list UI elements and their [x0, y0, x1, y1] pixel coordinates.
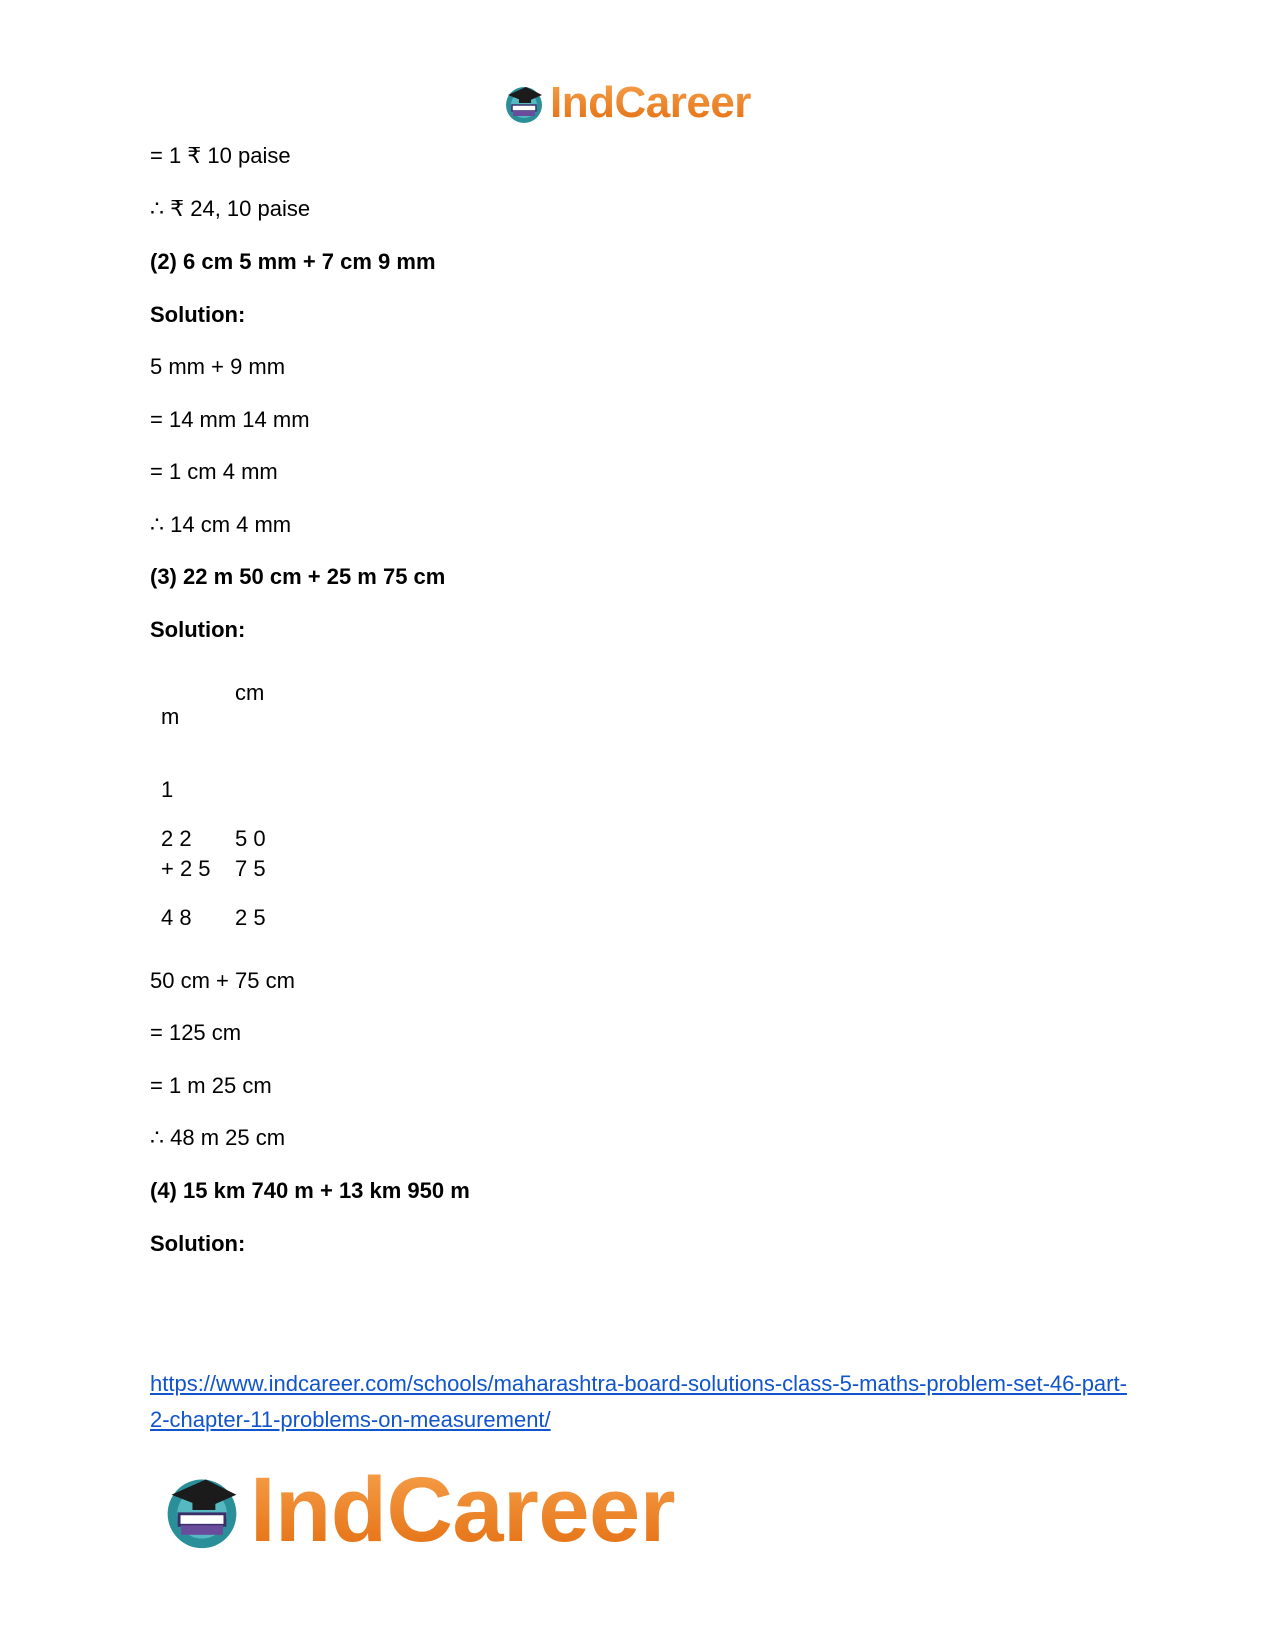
- text-line: 50 cm + 75 cm: [150, 968, 295, 993]
- text-line: = 1 m 25 cm: [150, 1073, 272, 1098]
- addend1-m: 2 2: [161, 826, 192, 851]
- header-logo: [502, 80, 751, 126]
- text-line: 5 mm + 9 mm: [150, 354, 286, 379]
- sum-m: 4 8: [161, 905, 192, 930]
- header-brand-text: IndCareer: [550, 78, 751, 127]
- text-line: = 14 mm 14 mm: [150, 407, 310, 432]
- text-line: ∴ ₹ 24, 10 paise: [150, 196, 311, 221]
- text-line: ∴ 14 cm 4 mm: [150, 512, 292, 537]
- footer-logo: [160, 1459, 675, 1561]
- question-heading: (3) 22 m 50 cm + 25 m 75 cm: [150, 564, 446, 589]
- question-heading: (2) 6 cm 5 mm + 7 cm 9 mm: [150, 249, 436, 274]
- text-line: ∴ 48 m 25 cm: [150, 1125, 286, 1150]
- m-column-header: m: [161, 704, 180, 729]
- text-line: = 1 cm 4 mm: [150, 459, 278, 484]
- text-line: = 1 ₹ 10 paise: [150, 143, 291, 168]
- text-line: = 125 cm: [150, 1020, 242, 1045]
- cm-column-header: cm: [235, 680, 265, 705]
- sum-cm: 2 5: [235, 905, 266, 930]
- graduation-cap-globe-icon: [502, 81, 546, 125]
- addend2-m: + 2 5: [161, 856, 211, 881]
- graduation-cap-globe-icon: [160, 1468, 244, 1552]
- carry-digit: 1: [161, 777, 174, 802]
- footer-brand-text: IndCareer: [250, 1459, 675, 1561]
- source-url-link[interactable]: https://www.indcareer.com/schools/maharashtra-board-solutions-class-5-maths-problem-set-46-part-2-chapter-11-problems-on-measurement/: [150, 1371, 1127, 1432]
- solution-heading: Solution:: [150, 617, 246, 642]
- question-heading: (4) 15 km 740 m + 13 km 950 m: [150, 1178, 470, 1203]
- addend2-cm: 7 5: [235, 856, 266, 881]
- solution-heading: Solution:: [150, 1231, 246, 1256]
- addend1-cm: 5 0: [235, 826, 266, 851]
- solution-heading: Solution:: [150, 302, 246, 327]
